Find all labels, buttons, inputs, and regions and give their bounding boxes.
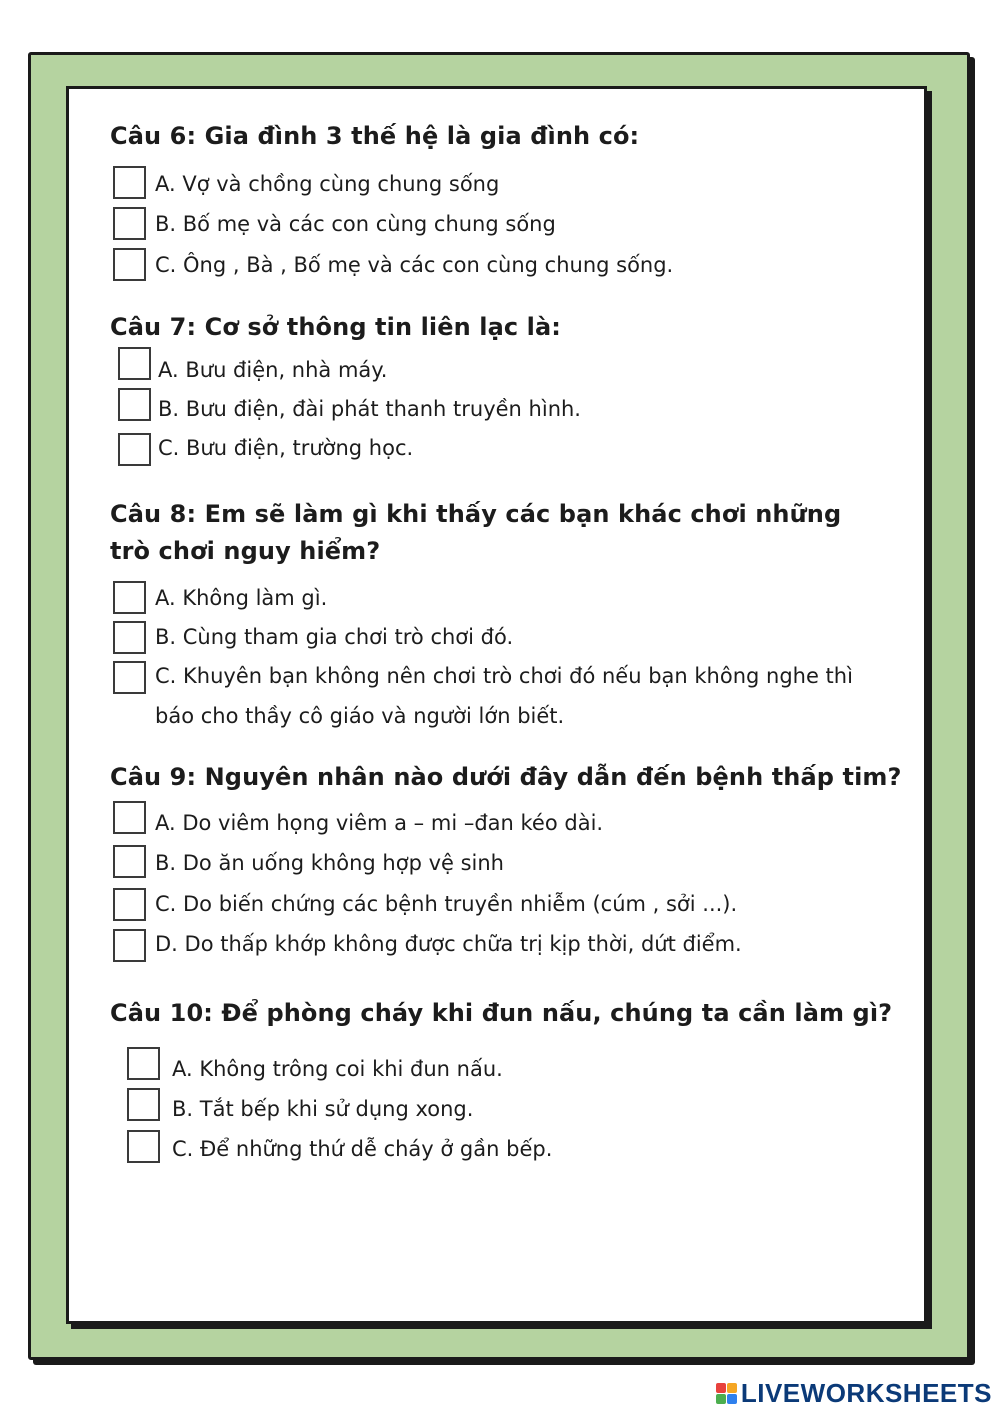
q8-option-c-label: C. Khuyên bạn không nên chơi trò chơi đó nếu bạn không nghe thì — [155, 664, 853, 688]
question-8-title-line-1: Câu 8: Em sẽ làm gì khi thấy các bạn khác chơi những — [110, 500, 842, 528]
q9-option-c-checkbox[interactable] — [113, 888, 146, 921]
q10-option-a-label: A. Không trông coi khi đun nấu. — [172, 1057, 503, 1081]
q10-option-a-checkbox[interactable] — [127, 1047, 160, 1080]
q7-option-c-checkbox[interactable] — [118, 433, 151, 466]
q6-option-a-checkbox[interactable] — [113, 166, 146, 199]
question-8-title-line-2: trò chơi nguy hiểm? — [110, 537, 381, 565]
q8-option-c-continuation: báo cho thầy cô giáo và người lớn biết. — [155, 704, 565, 728]
q6-option-a-label: A. Vợ và chồng cùng chung sống — [155, 172, 500, 196]
question-6-title: Câu 6: Gia đình 3 thế hệ là gia đình có: — [110, 122, 640, 150]
q6-option-c-checkbox[interactable] — [113, 248, 146, 281]
q7-option-a-label: A. Bưu điện, nhà máy. — [158, 358, 388, 382]
q7-option-a-checkbox[interactable] — [118, 347, 151, 380]
q7-option-b-label: B. Bưu điện, đài phát thanh truyền hình. — [158, 397, 581, 421]
q9-option-d-label: D. Do thấp khớp không được chữa trị kịp thời, dứt điểm. — [155, 932, 742, 956]
q8-option-b-label: B. Cùng tham gia chơi trò chơi đó. — [155, 625, 514, 649]
question-7-title: Câu 7: Cơ sở thông tin liên lạc là: — [110, 313, 561, 341]
q8-option-c-checkbox[interactable] — [113, 661, 146, 694]
q8-option-a-label: A. Không làm gì. — [155, 586, 328, 610]
q9-option-b-label: B. Do ăn uống không hợp vệ sinh — [155, 851, 504, 875]
q6-option-b-label: B. Bố mẹ và các con cùng chung sống — [155, 212, 556, 236]
q7-option-b-checkbox[interactable] — [118, 388, 151, 421]
q10-option-c-checkbox[interactable] — [127, 1130, 160, 1163]
q10-option-c-label: C. Để những thứ dễ cháy ở gần bếp. — [172, 1137, 553, 1161]
question-10-title: Câu 10: Để phòng cháy khi đun nấu, chúng ta cần làm gì? — [110, 999, 893, 1027]
q8-option-a-checkbox[interactable] — [113, 581, 146, 614]
question-9-title: Câu 9: Nguyên nhân nào dưới đây dẫn đến bệnh thấp tim? — [110, 763, 902, 791]
q10-option-b-label: B. Tắt bếp khi sử dụng xong. — [172, 1097, 474, 1121]
q6-option-c-label: C. Ông , Bà , Bố mẹ và các con cùng chung sống. — [155, 253, 674, 277]
q9-option-a-label: A. Do viêm họng viêm a – mi –đan kéo dài. — [155, 811, 604, 835]
liveworksheets-brand-text: LIVEWORKSHEETS — [740, 1377, 992, 1408]
q9-option-c-label: C. Do biến chứng các bệnh truyền nhiễm (cúm , sởi ...). — [155, 892, 738, 916]
q9-option-d-checkbox[interactable] — [113, 929, 146, 962]
liveworksheets-logo-icon — [716, 1383, 737, 1404]
q6-option-b-checkbox[interactable] — [113, 207, 146, 240]
q9-option-a-checkbox[interactable] — [113, 801, 146, 834]
liveworksheets-brand[interactable] — [716, 1377, 992, 1408]
q8-option-b-checkbox[interactable] — [113, 621, 146, 654]
q10-option-b-checkbox[interactable] — [127, 1088, 160, 1121]
q9-option-b-checkbox[interactable] — [113, 845, 146, 878]
q7-option-c-label: C. Bưu điện, trường học. — [158, 436, 414, 460]
